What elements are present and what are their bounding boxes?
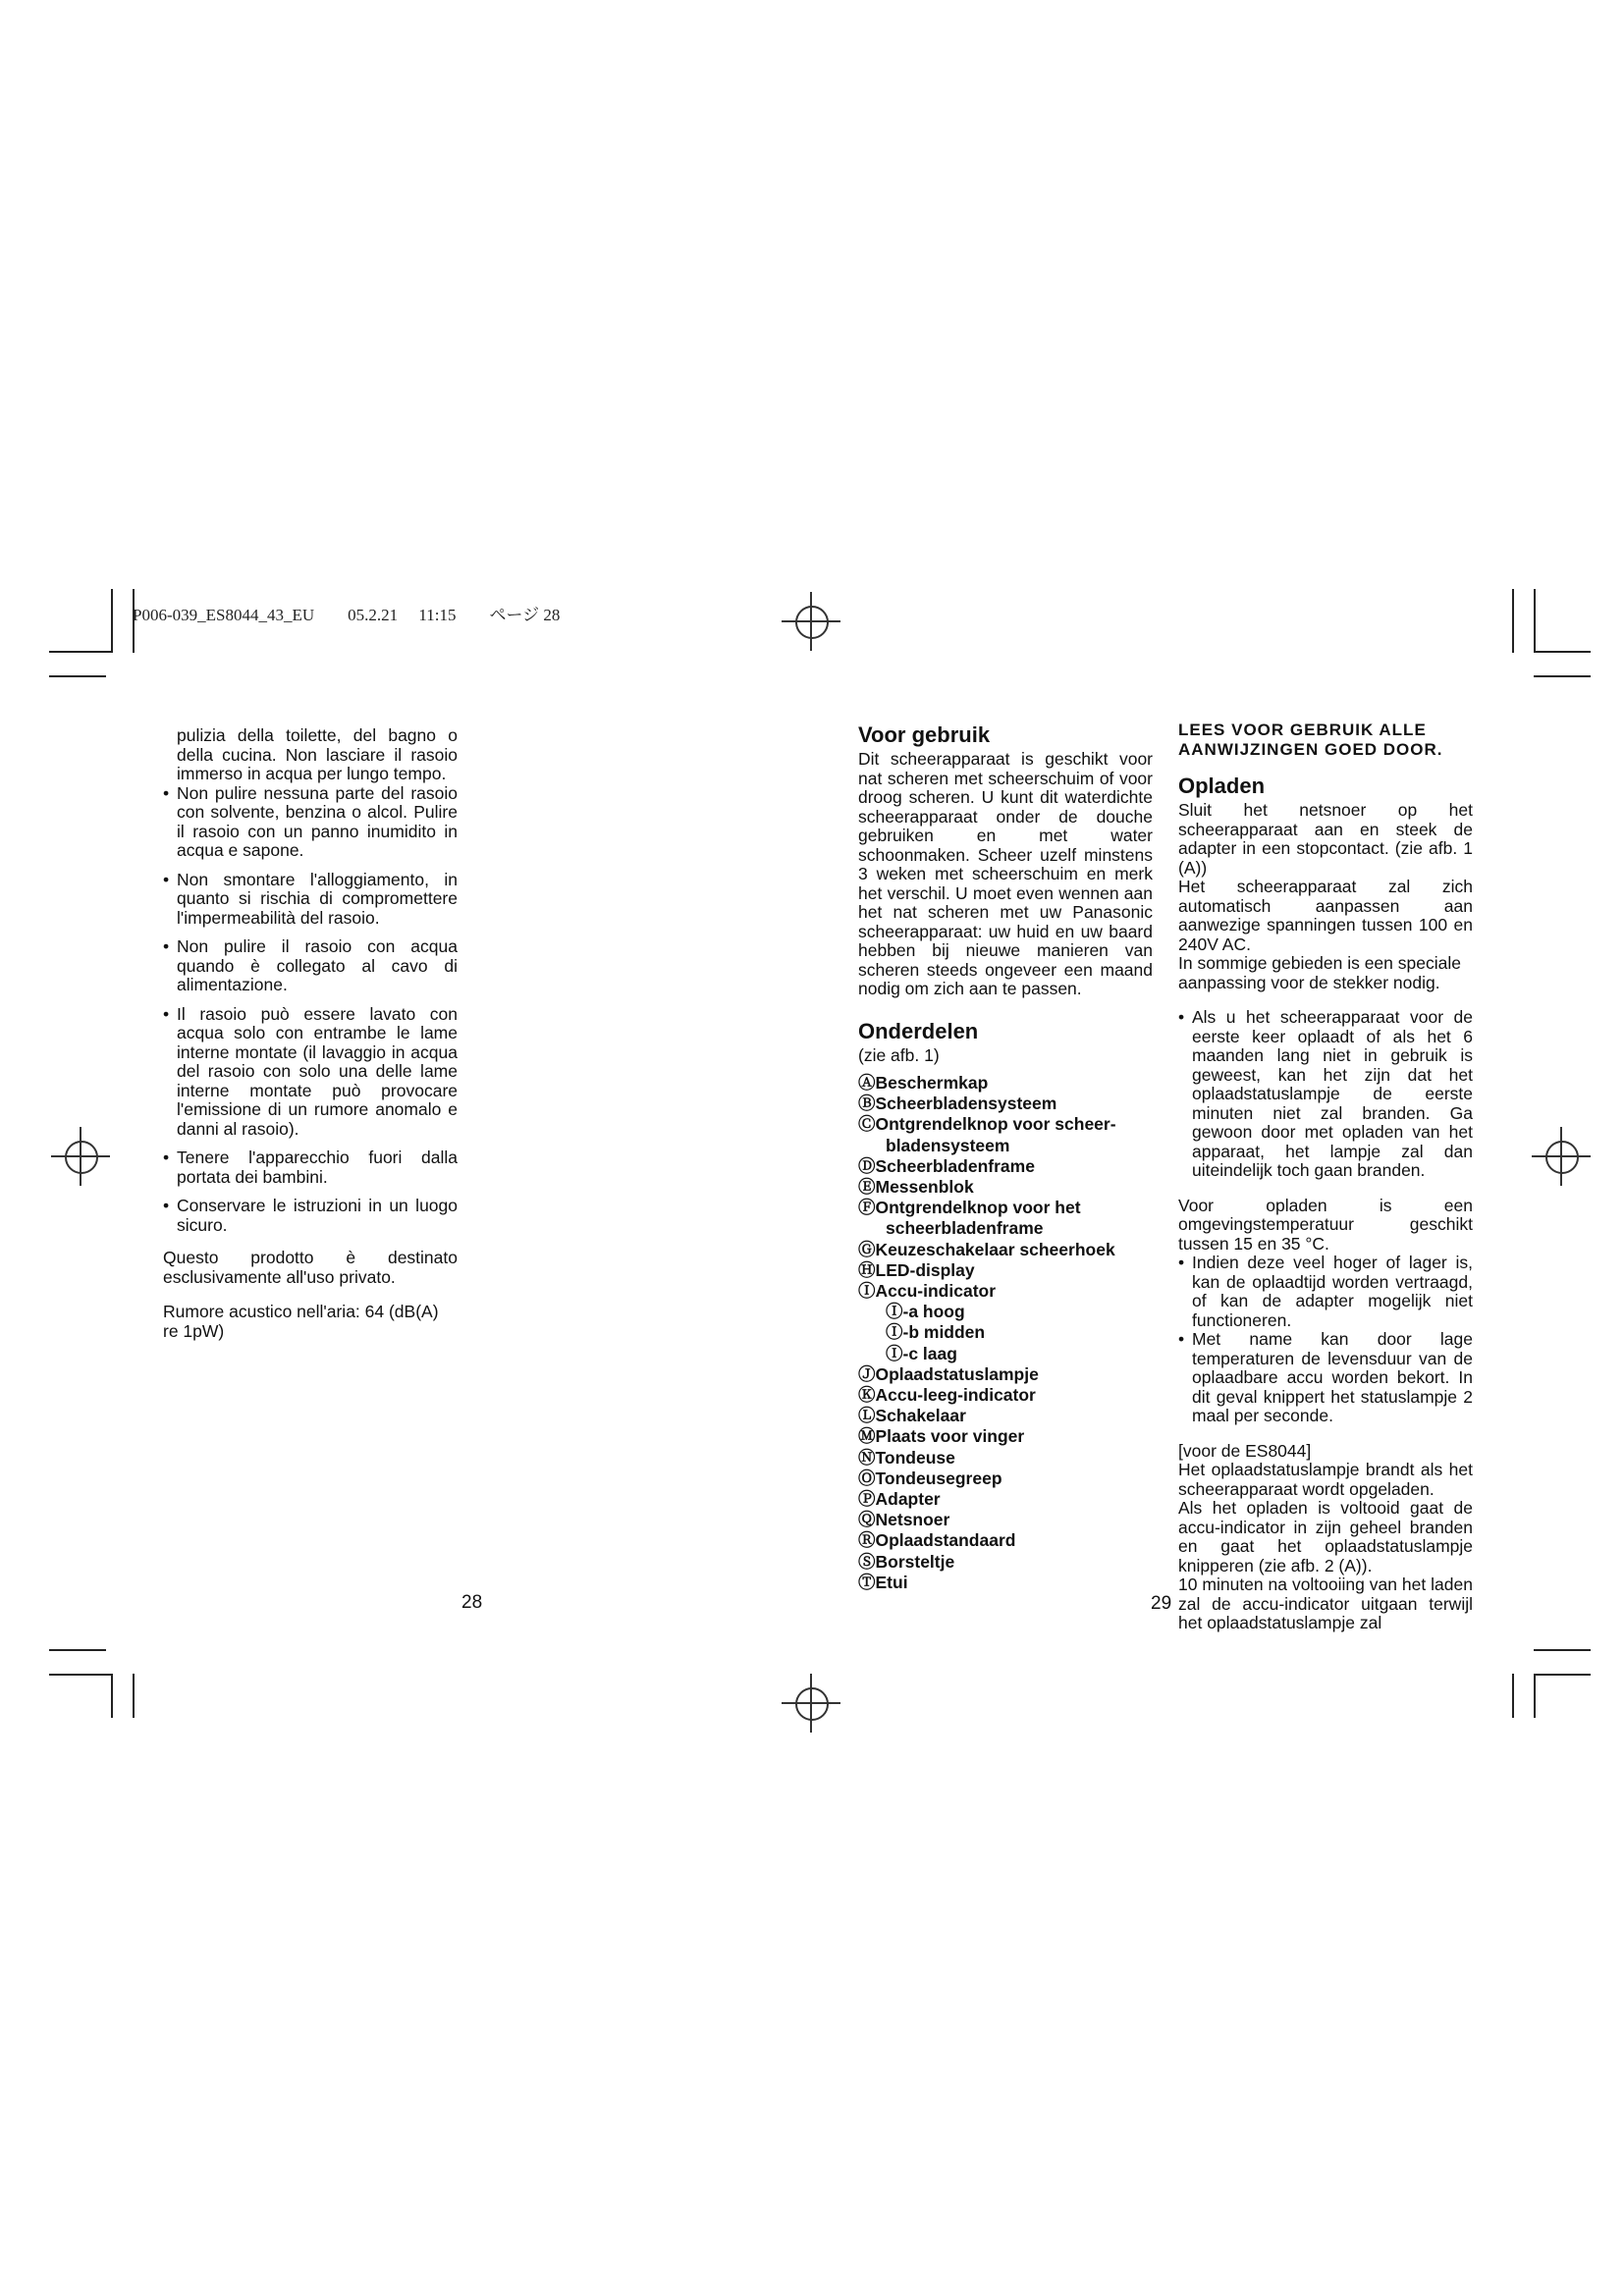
part-item: ⒺMessenblok [858,1177,974,1198]
part-subitem: Ⓘ-c laag [886,1343,957,1363]
model-note: [voor de ES8044] [1178,1440,1312,1461]
voor-gebruik-text: Dit scheerapparaat is geschikt voor nat scheren met scheerschuim of voor droog scheren. U kunt dit waterdichte scheerapparaat onder de douche gebruiken en met water schoonmaken. Scheer uzelf minstens 3 weken met scheerschuim en merk het verschil. U moet even wennen aan het nat scheren met uw Panasonic scheerapparaat: uw huid en uw baard hebben bij nieuwe manieren van scheren steeds ongeveer een maand nodig om zich aan te passen. [858,749,1153,998]
bullet-item: • Indien deze veel hoger of lager is, kan de oplaadtijd worden vertraagd, of kan de adapter mogelijk niet functioneren. [1178,1254,1473,1330]
middle-column [858,722,1153,1593]
figure-reference: (zie afb. 1) [858,1044,940,1065]
part-item: ⓈBorsteltje [858,1551,955,1572]
intro-text: pulizia della toilette, del bagno o della cucina. Non lasciare il rasoio immerso in acqua per lungo tempo. [177,725,458,783]
charging-paragraph: 10 minuten na voltooiing van het laden zal de accu-indicator uitgaan terwijl het oplaadstatuslampje zal [1178,1575,1473,1632]
part-item: ⓆNetsnoer [858,1510,950,1530]
private-use-note: Questo prodotto è destinato esclusivamente all'uso privato. [163,1248,458,1287]
page-number-right: 29 [1151,1593,1172,1614]
noise-note: Rumore acustico nell'aria: 64 (dB(A) re 1pW) [163,1302,439,1341]
part-item: ⒼKeuzeschakelaar scheerhoek [858,1239,1115,1259]
part-item: ⒹScheerbladenframe [858,1155,1035,1176]
section-title-onderdelen: Onderdelen [858,1018,979,1043]
bullet-item: • Non pulire nessuna parte del rasoio con solvente, benzina o alcol. Pulire il rasoio con un panno inumidito in acqua e sapone. [163,784,458,861]
bullet-item: • Il rasoio può essere lavato con acqua solo con entrambe le lame interne montate (il lavaggio in acqua del rasoio con solo una delle lame interne montate può provocare l'emissione di un rumore anomalo e danni al rasoio). [163,1005,458,1140]
part-item: ⒷScheerbladensysteem [858,1094,1057,1114]
part-item: ⓁSchakelaar [858,1406,966,1426]
part-item: ⓂPlaats voor vinger [858,1426,1025,1447]
charging-paragraph: Het oplaadstatuslampje brandt als het scheerapparaat wordt opgeladen. [1178,1460,1473,1499]
part-item: ⒾAccu-indicator [858,1281,997,1302]
right-column [1178,721,1473,1633]
part-item: ⒸOntgrendelknop voor scheer- bladensysteem [858,1114,1116,1155]
charging-paragraph: Sluit het netsnoer op het scheerapparaat aan en steek de adapter in een stopcontact. (zie afb. 1 (A)) [1178,800,1473,878]
part-item: ⒻOntgrendelknop voor het scheerbladenframe [858,1198,1081,1239]
bullet-item: • Met name kan door lage temperaturen de levensduur van de oplaadbare accu worden bekort. In dit geval knippert het statuslampje 2 maal per seconde. [1178,1330,1473,1426]
registration-mark-left [51,1127,110,1186]
page-number-left: 28 [461,1592,483,1613]
bullet-item: • Non smontare l'alloggiamento, in quanto si rischia di compromettere l'impermeabilità del rasoio. [163,871,458,929]
part-item: ⒽLED-display [858,1259,975,1280]
part-subitem: Ⓘ-a hoog [886,1302,965,1322]
left-page-column [163,726,458,1351]
section-title-opladen: Opladen [1178,774,1266,798]
charging-paragraph: Het scheerapparaat zal zich automatisch aanpassen aan aanwezige spanningen tussen 100 en 240V AC. [1178,877,1473,954]
bullet-item: • Conservare le istruzioni in un luogo sicuro. [163,1197,458,1235]
registration-mark-top [782,592,840,651]
part-item: ⒿOplaadstatuslampje [858,1363,1039,1384]
charging-paragraph: Als het opladen is voltooid gaat de accu-indicator in zijn geheel branden en gaat het oplaadstatuslampje knipperen (zie afb. 2 (A)). [1178,1498,1473,1575]
part-item: ⓄTondeusegreep [858,1468,1002,1488]
section-title-voor-gebruik: Voor gebruik [858,722,991,747]
bullet-item: • Als u het scheerapparaat voor de eerste keer oplaadt of als het 6 maanden lang niet in gebruik is geweest, kan het zijn dat het oplaadstatuslampje de eerste minuten niet zal branden. Ga gewoon door met opladen van het apparaat, het lampje zal dan uiteindelijk toch gaan branden. [1178,1008,1473,1181]
registration-mark-bottom [782,1674,840,1733]
parts-list [858,1073,1153,1593]
print-slug-header: P006-039_ES8044_43_EU 05.2.21 11:15 ページ 28 [133,606,561,624]
bullet-item: • Non pulire il rasoio con acqua quando è collegato al cavo di alimentazione. [163,937,458,995]
part-item: ⓅAdapter [858,1489,941,1510]
registration-mark-right [1532,1127,1591,1186]
charging-paragraph: Voor opladen is een omgevingstemperatuur geschikt tussen 15 en 35 °C. [1178,1195,1473,1254]
charging-paragraph: In sommige gebieden is een speciale aanpassing voor de stekker nodig. [1178,953,1461,992]
part-item: ⓃTondeuse [858,1447,955,1468]
bullet-item: • Tenere l'apparecchio fuori dalla portata dei bambini. [163,1148,458,1187]
part-item: ⒶBeschermkap [858,1073,989,1093]
part-item: ⓀAccu-leeg-indicator [858,1385,1036,1406]
part-item: ⓇOplaadstandaard [858,1530,1016,1551]
part-subitem: Ⓘ-b midden [886,1322,986,1343]
part-item: ⓉEtui [858,1572,908,1592]
read-instructions-heading: LEES VOOR GEBRUIK ALLE AANWIJZINGEN GOED DOOR. [1178,721,1443,759]
